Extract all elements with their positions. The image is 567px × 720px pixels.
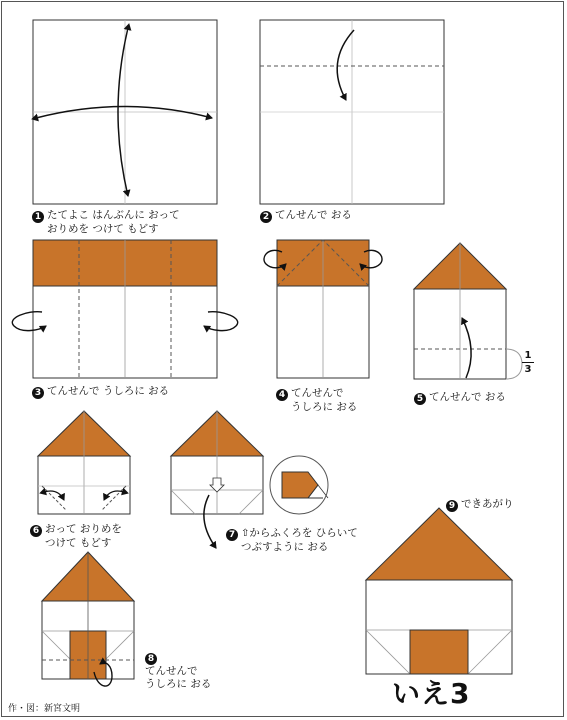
step-9-figure — [366, 508, 512, 674]
step-text-line1: からふくろを ひらいて — [249, 527, 358, 539]
step-6-label — [30, 523, 122, 550]
step-text-line1: てんせんで — [291, 387, 344, 399]
step-text-line2: つぶすように おる — [241, 541, 329, 553]
step-text-line1: てんせんで おる — [275, 209, 352, 221]
step-text-line1: おって おりめを — [45, 523, 122, 535]
step-8-figure — [42, 552, 134, 686]
fraction-one-third — [522, 350, 534, 375]
step-3-figure — [12, 240, 237, 378]
step-number: 8 — [145, 653, 157, 665]
step-number: 5 — [414, 393, 426, 405]
fraction-denominator: 3 — [524, 364, 532, 375]
step-4-label — [276, 387, 357, 414]
step-number: 3 — [32, 387, 44, 399]
step-number: 9 — [446, 500, 458, 512]
step-text-line1: たてよこ はんぶんに おって — [47, 209, 180, 221]
fraction-numerator: 1 — [524, 350, 532, 361]
step-3-label — [32, 385, 169, 399]
step-6-figure — [38, 411, 130, 514]
step-number: 2 — [260, 211, 272, 223]
step-text-line1: てんせんで — [145, 665, 198, 677]
step-9-label — [446, 498, 514, 512]
step-7-label — [226, 527, 358, 554]
step-text-line2: うしろに おる — [291, 401, 358, 413]
measure-bracket — [506, 349, 522, 379]
step-2-label — [260, 209, 352, 223]
step-text-line2: おりめを つけて もどす — [47, 223, 159, 235]
step-text-line2: つけて もどす — [45, 537, 112, 549]
step-1-label — [32, 209, 180, 236]
step-number: 4 — [276, 389, 288, 401]
step-text-line1: てんせんで うしろに おる — [47, 385, 170, 397]
step-1-figure — [33, 20, 217, 204]
step-8-label — [145, 651, 211, 691]
step-4-figure — [264, 240, 382, 378]
door — [410, 630, 468, 674]
diagram-title: いえ3 — [392, 677, 471, 710]
step-number: 1 — [32, 211, 44, 223]
step-5-figure — [414, 243, 522, 379]
step-5-label — [414, 391, 506, 405]
step-2-figure — [260, 20, 444, 204]
credit-text: 作・図：新宮文明 — [8, 704, 81, 714]
pocket-icon: ⇧ — [241, 528, 250, 539]
step-number: 6 — [30, 525, 42, 537]
step-number: 7 — [226, 529, 238, 541]
step-text-line1: てんせんで おる — [429, 391, 506, 403]
step-text-line2: うしろに おる — [145, 678, 212, 690]
step-text-line1: できあがり — [461, 498, 514, 510]
